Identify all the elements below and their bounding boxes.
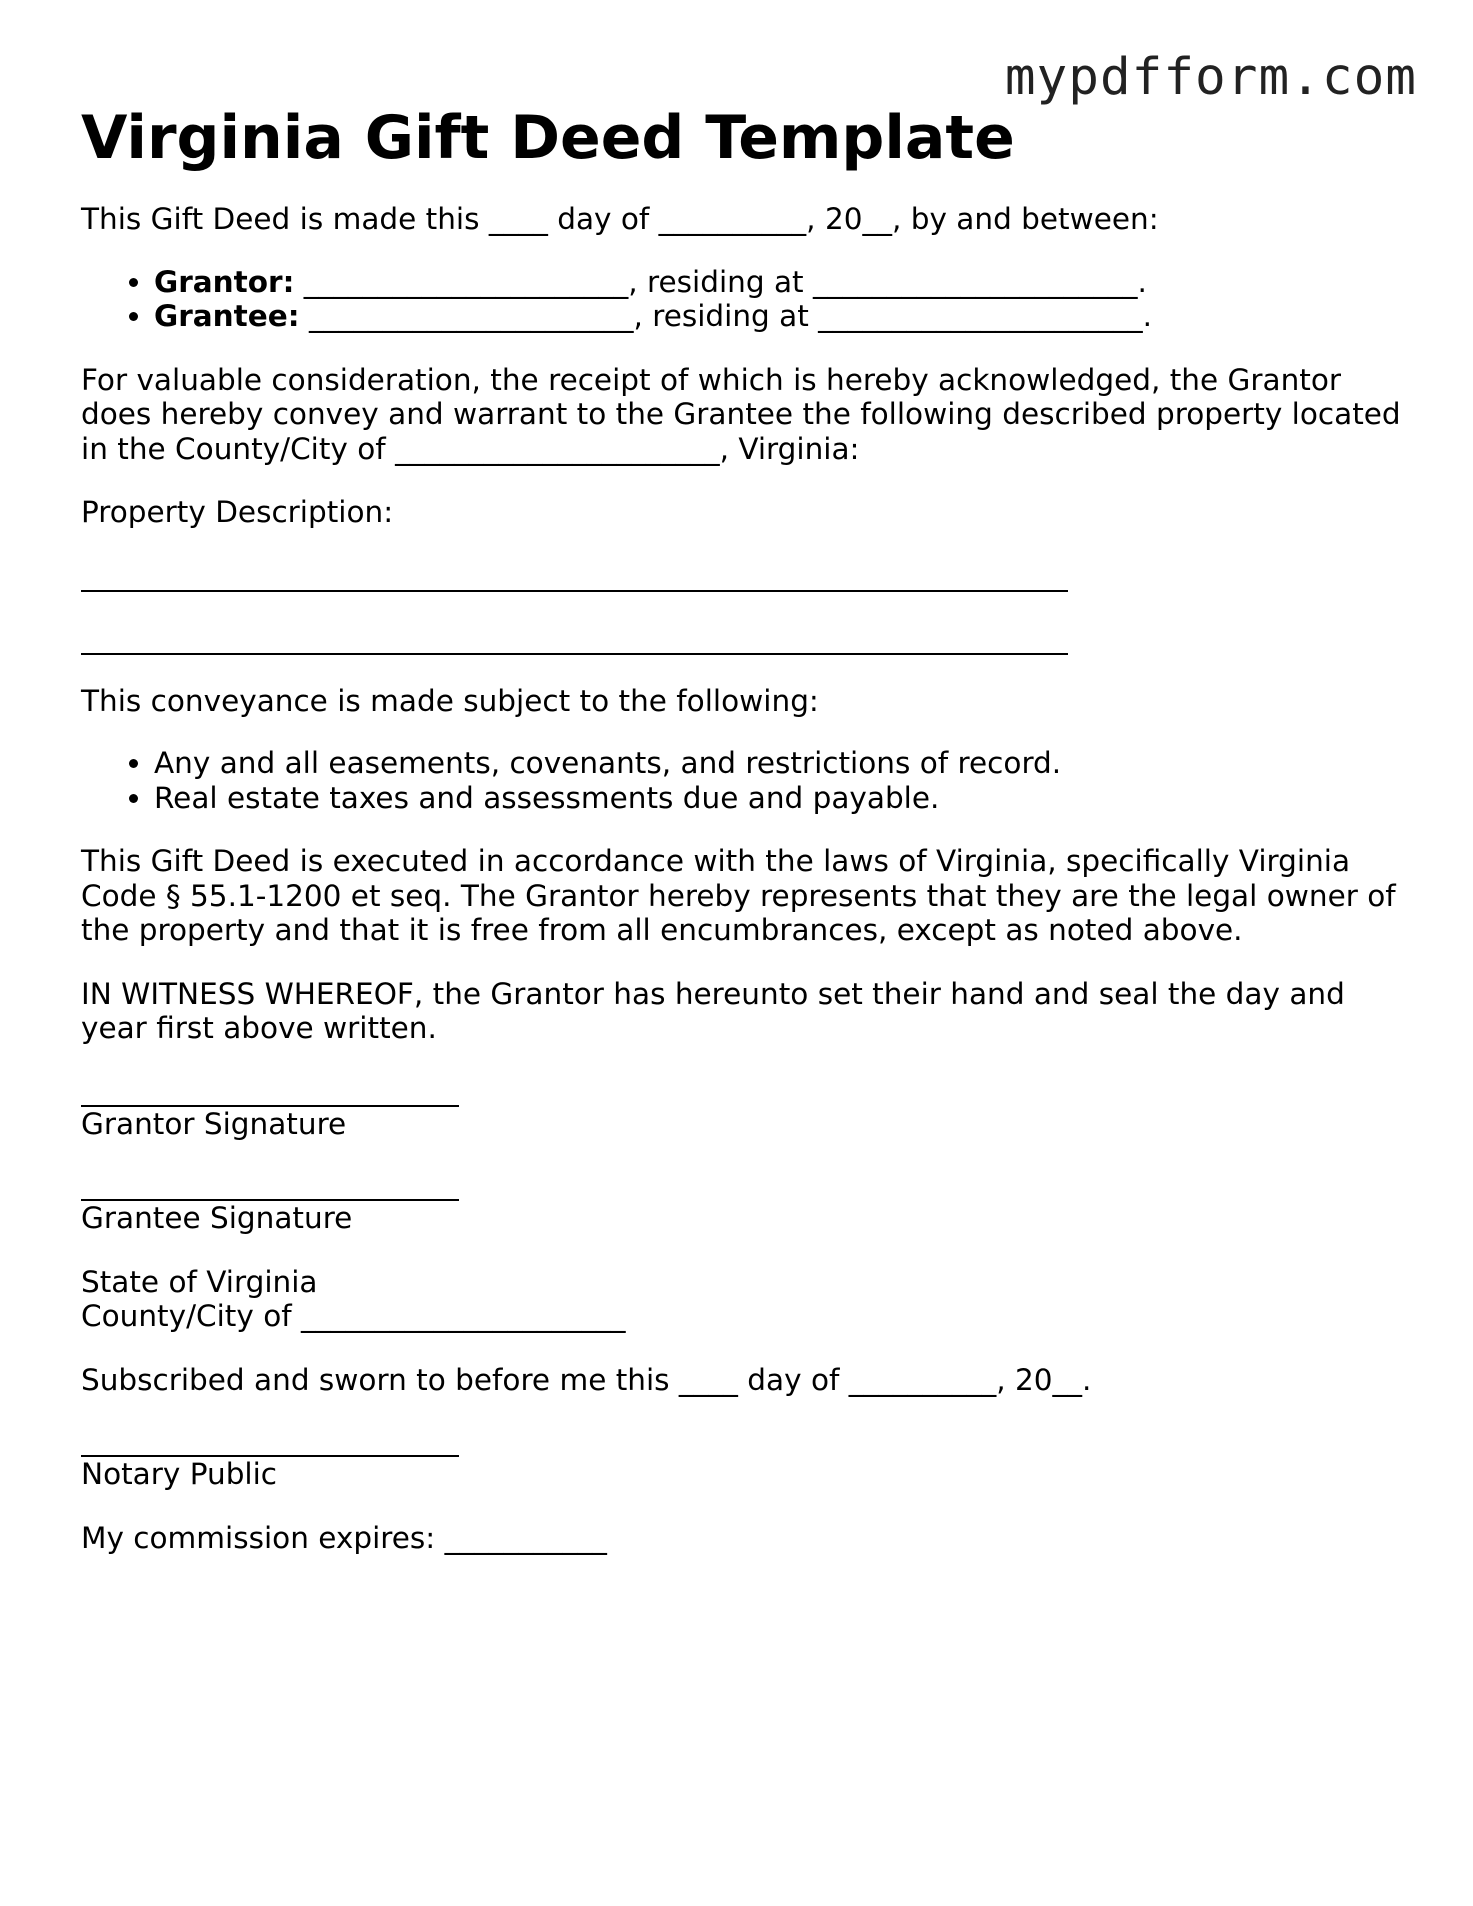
- property-description-label: Property Description:: [81, 495, 394, 529]
- property-description-line-2: [81, 653, 1068, 655]
- grantor-label: Grantor:: [154, 264, 295, 299]
- notary-label: Notary Public: [81, 1457, 278, 1491]
- consideration-paragraph: For valuable consideration, the receipt of which is hereby acknowledged, the Grantor does hereby convey and warrant to the Grantee the following described property located in the County/City of ______________________, Virginia:: [81, 362, 1401, 466]
- condition-item: • Real estate taxes and assessments due and payable.: [154, 781, 1411, 816]
- watermark: mypdfform.com: [1004, 48, 1417, 107]
- grantee-details: ______________________, residing at ______________________.: [299, 299, 1153, 333]
- subject-to-paragraph: This conveyance is made subject to the following:: [81, 683, 819, 718]
- parties-list: [81, 265, 1411, 334]
- witness-paragraph: IN WITNESS WHEREOF, the Grantor has hereunto set their hand and seal the day and year first above written.: [81, 976, 1345, 1045]
- county-line: County/City of ______________________: [81, 1299, 626, 1333]
- document-body: [81, 102, 1411, 1555]
- grantor-signature-label: Grantor Signature: [81, 1106, 347, 1141]
- party-grantor: [154, 265, 1411, 300]
- grantee-signature-label: Grantee Signature: [81, 1201, 353, 1235]
- party-grantee: [154, 299, 1411, 334]
- grantor-details: ______________________, residing at ______________________.: [294, 264, 1147, 299]
- conditions-list: [81, 746, 1411, 815]
- document-title: Virginia Gift Deed Template: [81, 103, 1015, 173]
- state-line: State of Virginia: [81, 1264, 318, 1299]
- sworn-line: Subscribed and sworn to before me this ____ day of __________, 20__.: [81, 1362, 1092, 1397]
- condition-item: • Any and all easements, covenants, and restrictions of record.: [154, 746, 1411, 781]
- legal-paragraph: This Gift Deed is executed in accordance with the laws of Virginia, specifically Virginia Code § 55.1-1200 et seq. The Grantor hereby represents that they are the legal owner of the property and that it is free from all encumbrances, except as noted above.: [81, 844, 1396, 947]
- grantee-label: Grantee:: [154, 299, 300, 333]
- intro-paragraph: This Gift Deed is made this ____ day of __________, 20__, by and between:: [81, 202, 1159, 236]
- commission-line: My commission expires: ___________: [81, 1520, 607, 1555]
- property-description-line-1: [81, 590, 1068, 592]
